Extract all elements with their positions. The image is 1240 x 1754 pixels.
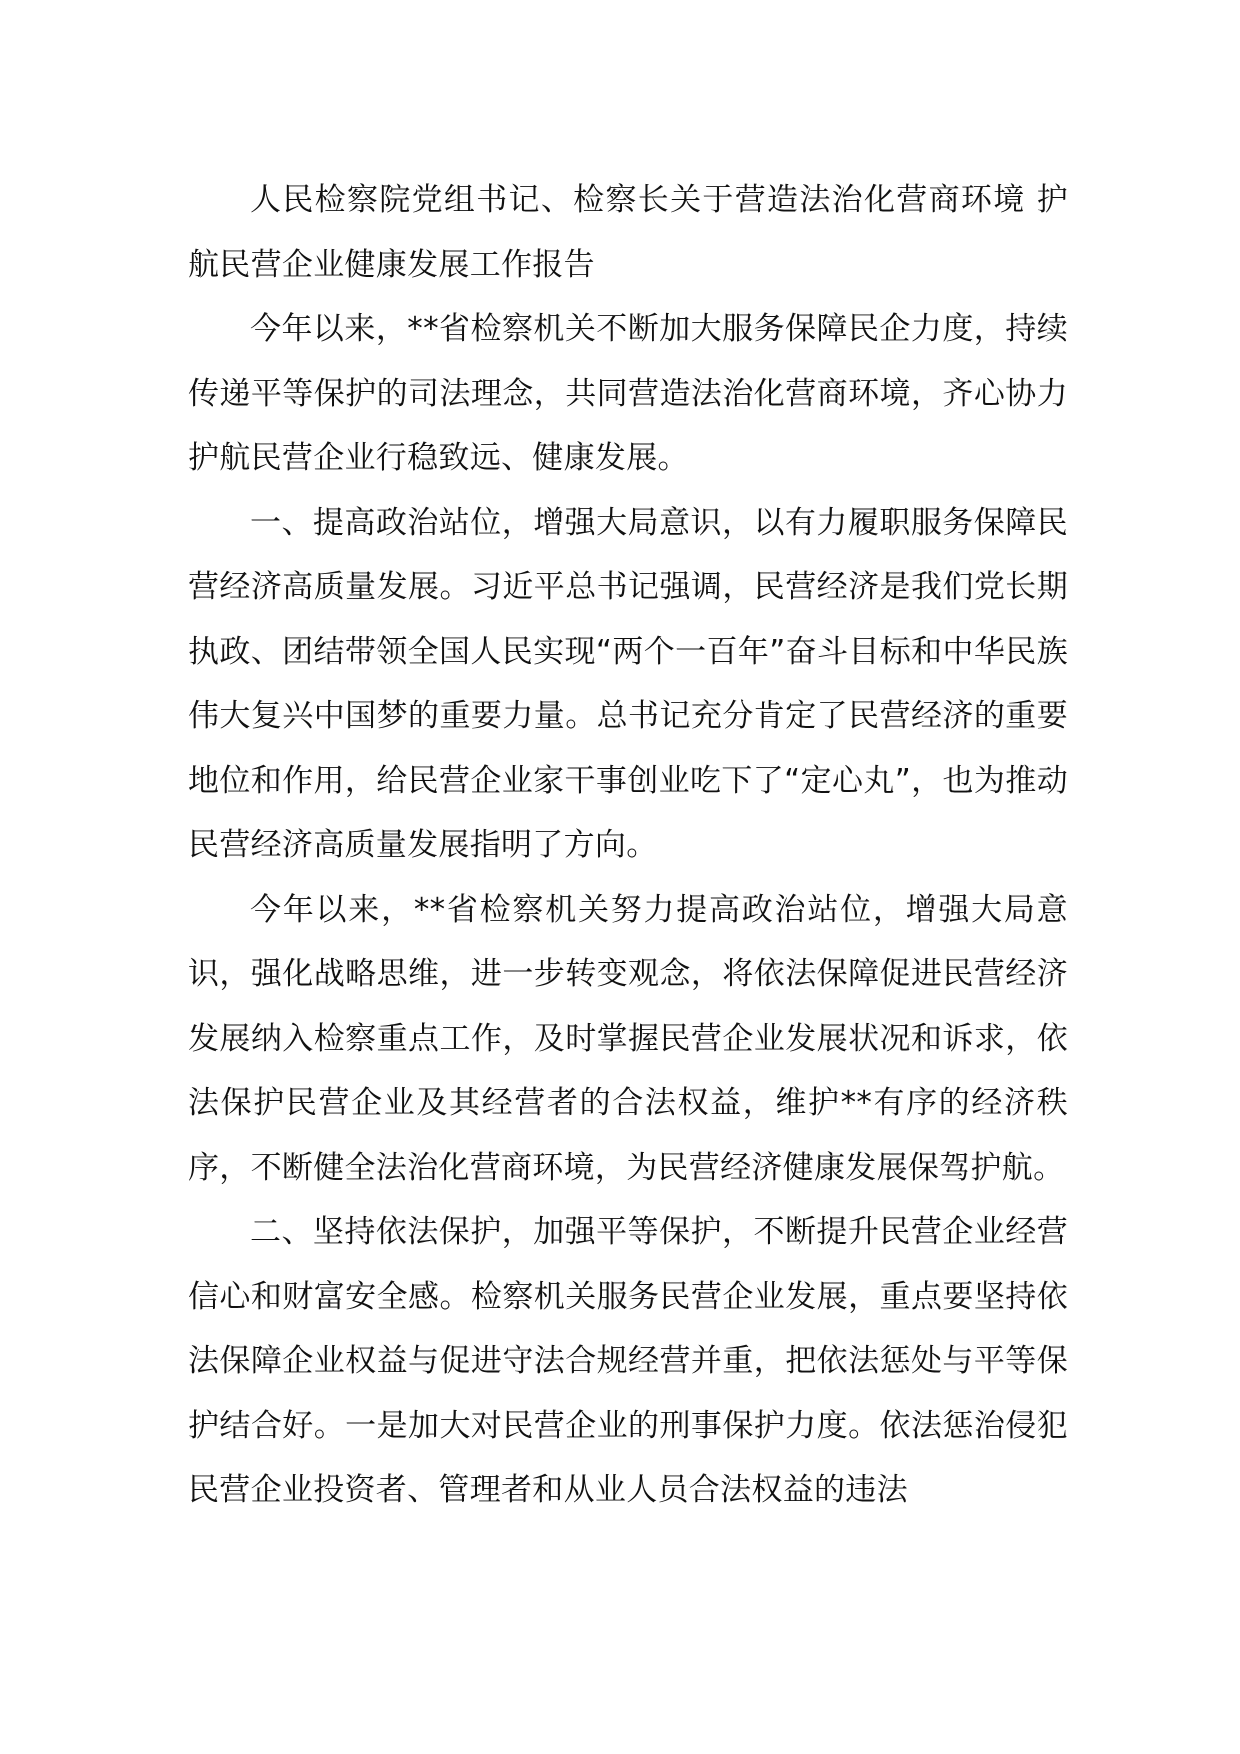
- paragraph-intro: 今年以来，**省检察机关不断加大服务保障民企力度，持续传递平等保护的司法理念，共同营造法治化营商环境，齐心协力护航民营企业行稳致远、健康发展。: [188, 311, 1068, 476]
- document-body: [188, 168, 1068, 1523]
- document-title: 人民检察院党组书记、检察长关于营造法治化营商环境 护航民营企业健康发展工作报告: [188, 182, 1068, 283]
- paragraph-section-one: 一、提高政治站位，增强大局意识，以有力履职服务保障民营经济高质量发展。习近平总书记强调，民营经济是我们党长期执政、团结带领全国人民实现“两个一百年”奋斗目标和中华民族伟大复兴中国梦的重要力量。总书记充分肯定了民营经济的重要地位和作用，给民营企业家干事创业吃下了“定心丸”，也为推动民营经济高质量发展指明了方向。: [188, 504, 1068, 863]
- paragraph-section-two: 二、坚持依法保护，加强平等保护，不断提升民营企业经营信心和财富安全感。检察机关服务民营企业发展，重点要坚持依法保障企业权益与促进守法合规经营并重，把依法惩处与平等保护结合好。一是加大对民营企业的刑事保护力度。依法惩治侵犯民营企业投资者、管理者和从业人员合法权益的违法: [188, 1214, 1068, 1508]
- paragraph-section-one-detail: 今年以来，**省检察机关努力提高政治站位，增强大局意识，强化战略思维，进一步转变观念，将依法保障促进民营经济发展纳入检察重点工作，及时掌握民营企业发展状况和诉求，依法保护民营企业及其经营者的合法权益，维护**有序的经济秩序，不断健全法治化营商环境，为民营经济健康发展保驾护航。: [188, 891, 1068, 1186]
